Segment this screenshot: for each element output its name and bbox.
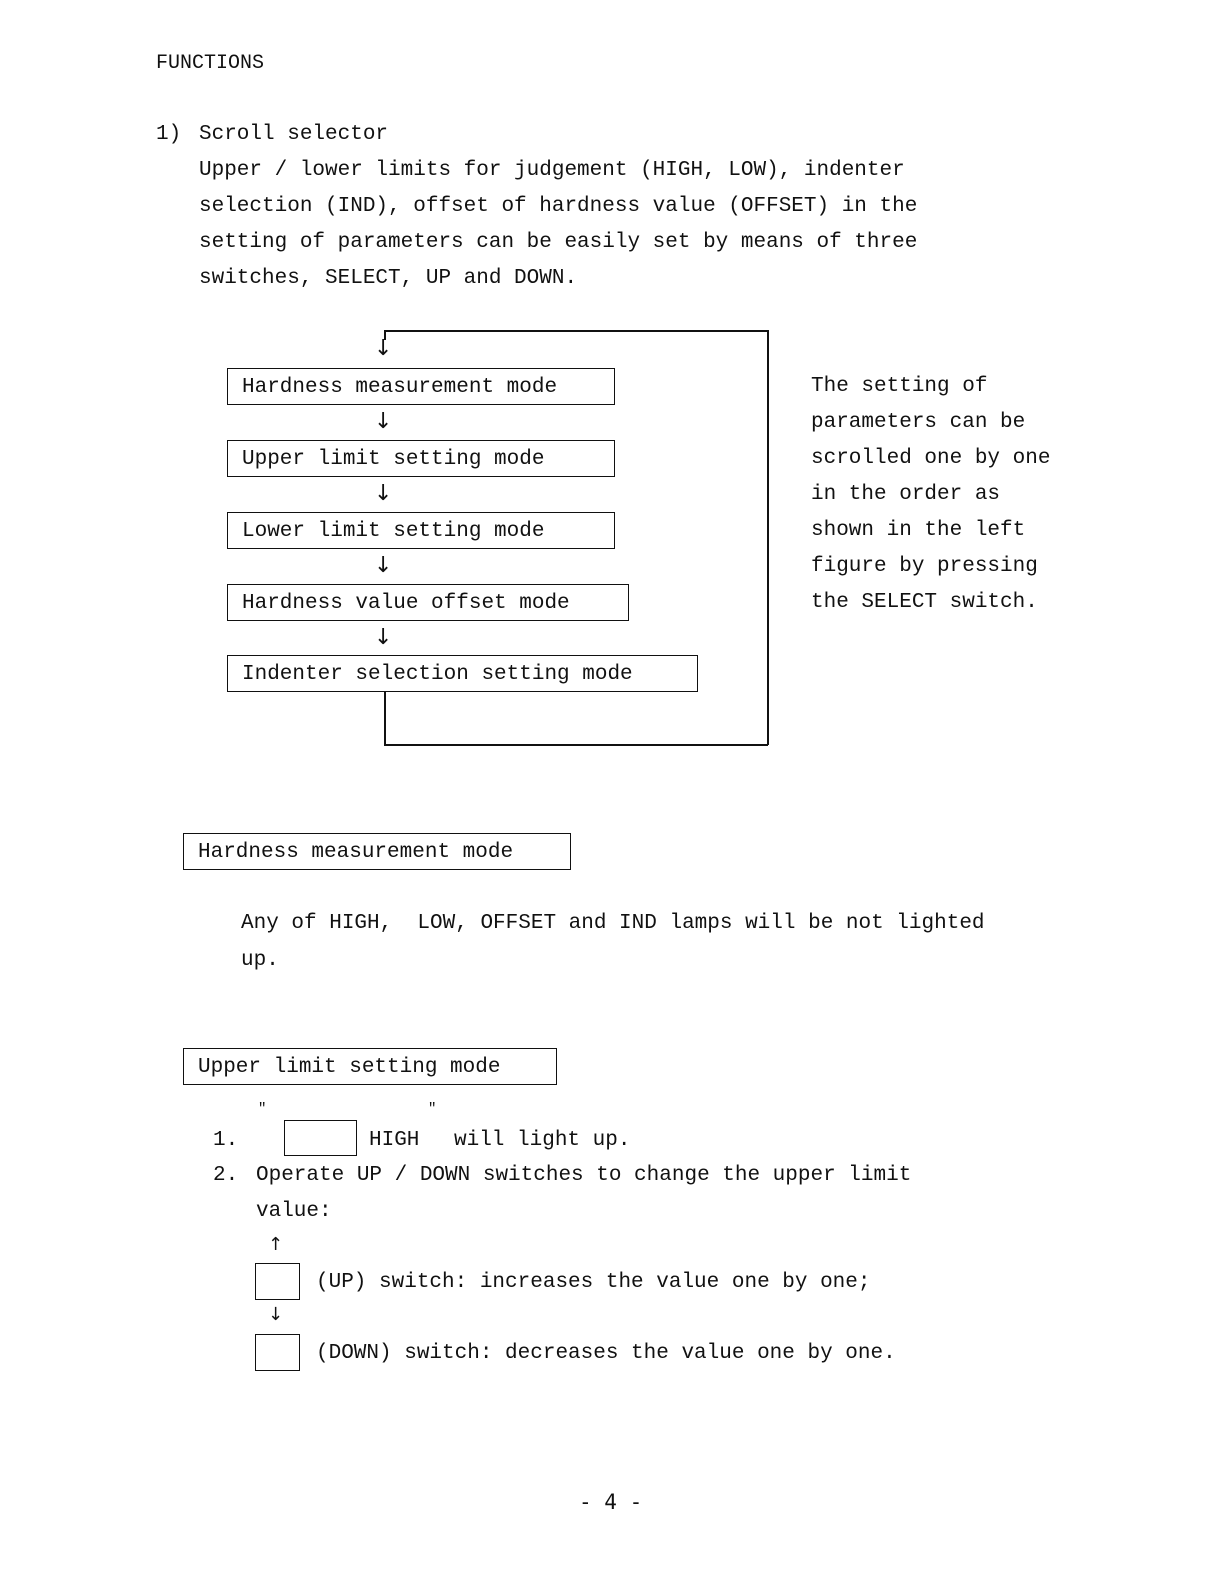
side-note-line: in the order as [811,483,1001,506]
flow-box-label: Hardness measurement mode [242,376,558,399]
loop-line-top [384,330,768,332]
flow-box-label: Lower limit setting mode [242,520,545,543]
down-switch-text: (DOWN) switch: decreases the value one by one. [316,1342,896,1365]
down-arrow-icon: ↓ [374,409,393,434]
down-arrow-icon: ↓ [374,625,393,650]
item-number: 2. [213,1164,239,1187]
hardness-mode-title: Hardness measurement mode [198,841,514,864]
down-arrow-icon: ↓ [268,1304,284,1325]
down-switch-box [255,1334,300,1371]
flow-box-label: Upper limit setting mode [242,448,545,471]
side-note-line: figure by pressing [811,555,1038,578]
hardness-mode-text: Any of HIGH, LOW, OFFSET and IND lamps will be not lighted [241,912,985,935]
side-note-line: shown in the left [811,519,1026,542]
flow-box-label: Hardness value offset mode [242,592,570,615]
down-arrow-icon: ↓ [374,481,393,506]
item1-text: will light up. [454,1129,631,1152]
loop-line-left-bottom [384,692,386,745]
loop-line-right [767,330,769,745]
section-number: 1) [156,123,182,146]
item-number: 1. [213,1129,239,1152]
flow-box-label: Indenter selection setting mode [242,663,633,686]
section-paragraph-line: switches, SELECT, UP and DOWN. [199,267,578,290]
side-note-line: parameters can be [811,411,1026,434]
section-paragraph-line: Upper / lower limits for judgement (HIGH, LOW), indenter [199,159,905,182]
item2-text: Operate UP / DOWN switches to change the upper limit [256,1164,912,1187]
side-note-line: scrolled one by one [811,447,1051,470]
up-switch-box [255,1263,300,1300]
hardness-mode-text: up. [241,949,279,972]
page-number: - 4 - [579,1490,643,1514]
page-heading: FUNCTIONS [156,52,265,75]
section-paragraph-line: selection (IND), offset of hardness value (OFFSET) in the [199,195,918,218]
quote-mark: " [428,1101,437,1117]
quote-mark: " [258,1101,267,1117]
item2-text: value: [256,1200,332,1223]
down-arrow-icon: ↓ [374,553,393,578]
section-title: Scroll selector [199,123,389,146]
high-lamp-label: HIGH [369,1129,420,1152]
side-note-line: The setting of [811,375,988,398]
high-lamp-box [284,1120,357,1156]
section-paragraph-line: setting of parameters can be easily set by means of three [199,231,918,254]
up-switch-text: (UP) switch: increases the value one by one; [316,1271,871,1294]
upper-mode-title: Upper limit setting mode [198,1056,501,1079]
loop-line-bottom [384,744,768,746]
down-arrow-icon: ↓ [374,336,393,361]
side-note-line: the SELECT switch. [811,591,1038,614]
up-arrow-icon: ↑ [268,1234,284,1255]
